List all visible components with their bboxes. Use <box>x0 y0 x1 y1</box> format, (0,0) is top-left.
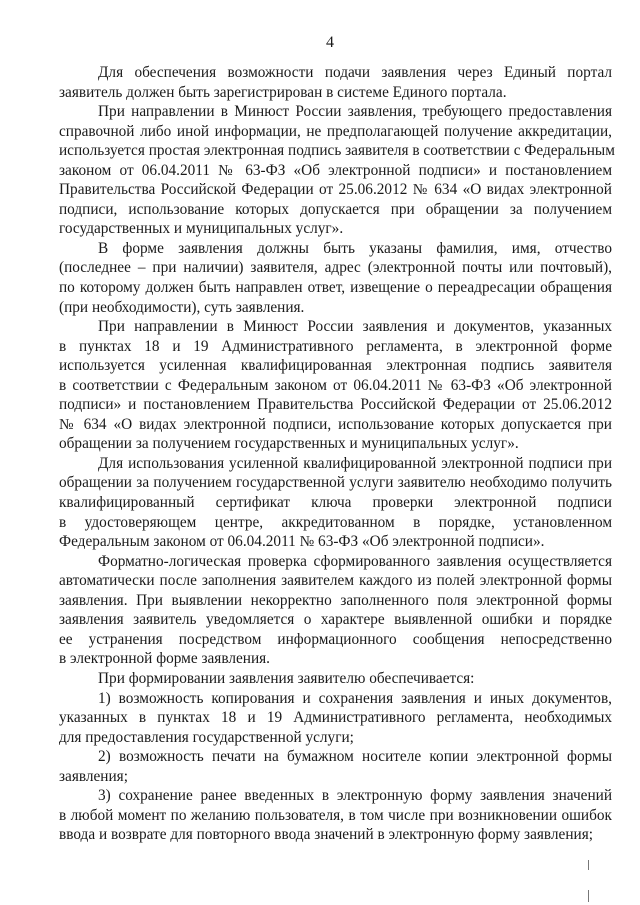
paragraph <box>59 317 612 454</box>
text-line: обращении за получением государственных и муниципальных услуг». <box>59 435 519 453</box>
text-line: для предоставления государственной услуги; <box>59 728 354 746</box>
text-line: Для обеспечения возможности подачи заявления через Единый портал <box>98 64 612 81</box>
text-line: автоматически после заполнения заявителем каждого из полей электронной формы <box>59 572 612 590</box>
text-line: При формировании заявления заявителю обеспечивается: <box>98 669 475 687</box>
page-number: 4 <box>326 34 334 51</box>
paragraph <box>59 689 612 748</box>
text-line: ее устранения посредством информационного сообщения непосредственно <box>59 630 612 648</box>
paragraph <box>59 552 612 669</box>
text-line: заявитель должен быть зарегистрирован в системе Единого портала. <box>59 83 507 101</box>
text-line: 3) сохранение ранее введенных в электронную форму заявления значений <box>98 787 612 805</box>
paragraph <box>59 63 612 102</box>
text-line: в электронной форме заявления. <box>59 650 271 668</box>
scan-artifact <box>588 890 589 902</box>
text-line: При направлении в Минюст России заявления и документов, указанных <box>98 318 612 336</box>
text-line: Для использования усиленной квалифицированной электронной подписи при <box>98 454 612 472</box>
text-line: законом от 06.04.2011 № 63-ФЗ «Об электронной подписи» и постановлением <box>59 161 612 179</box>
text-line: справочной либо иной информации, не предполагающей получение аккредитации, <box>59 122 612 140</box>
text-line: ввода и возврате для повторного ввода значений в электронную форму заявления; <box>59 826 594 844</box>
text-line: подписи, использование которых допускается при обращении за получением <box>59 200 612 218</box>
scan-artifact <box>588 860 589 870</box>
paragraph <box>59 786 612 845</box>
paragraph <box>59 669 612 689</box>
text-line: в удостоверяющем центре, аккредитованном в порядке, установленном <box>59 513 612 531</box>
text-line: заявления; <box>59 767 128 785</box>
paragraph <box>59 454 612 552</box>
text-line: (при необходимости), суть заявления. <box>59 298 305 316</box>
text-line: используется простая электронная подпись заявителя в соответствии с Федеральным <box>59 142 615 160</box>
text-line: государственных и муниципальных услуг». <box>59 220 344 238</box>
text-line: заявления заявитель уведомляется о характере выявленной ошибки и порядке <box>59 611 612 629</box>
document-body <box>59 63 615 845</box>
text-line: подписи» и постановлением Правительства Российской Федерации от 25.06.2012 <box>59 396 612 414</box>
paragraph <box>59 747 612 786</box>
text-line: квалифицированный сертификат ключа проверки электронной подписи <box>59 494 612 512</box>
paragraph <box>59 102 615 239</box>
text-line: в соответствии с Федеральным законом от 06.04.2011 № 63-ФЗ «Об электронной <box>59 376 612 394</box>
text-line: в любой момент по желанию пользователя, в том числе при возникновении ошибок <box>59 806 612 824</box>
text-line: указанных в пунктах 18 и 19 Административного регламента, необходимых <box>59 709 612 727</box>
text-line: заявления. При выявлении некорректно заполненного поля электронной формы <box>59 591 612 609</box>
text-line: (последнее – при наличии) заявителя, адрес (электронной почты или почтовый), <box>59 259 612 277</box>
text-line: обращении за получением государственной услуги заявителю необходимо получить <box>59 474 612 492</box>
text-line: в пунктах 18 и 19 Административного регламента, в электронной форме <box>59 337 612 355</box>
paragraph <box>59 239 612 317</box>
text-line: Форматно-логическая проверка сформированного заявления осуществляется <box>98 552 612 570</box>
text-line: № 634 «О видах электронной подписи, использование которых допускается при <box>59 415 612 433</box>
text-line: Федеральным законом от 06.04.2011 № 63-ФЗ «Об электронной подписи». <box>59 533 545 551</box>
text-line: используется усиленная квалифицированная электронная подпись заявителя <box>59 357 612 375</box>
text-line: 1) возможность копирования и сохранения заявления и иных документов, <box>98 689 612 707</box>
text-line: Правительства Российской Федерации от 25.06.2012 № 634 «О видах электронной <box>59 181 612 199</box>
text-line: При направлении в Минюст России заявления, требующего предоставления <box>98 103 612 121</box>
text-line: 2) возможность печати на бумажном носителе копии электронной формы <box>98 748 612 766</box>
text-line: В форме заявления должны быть указаны фамилия, имя, отчество <box>98 239 612 257</box>
text-line: по которому должен быть направлен ответ, извещение о переадресации обращения <box>59 279 612 297</box>
